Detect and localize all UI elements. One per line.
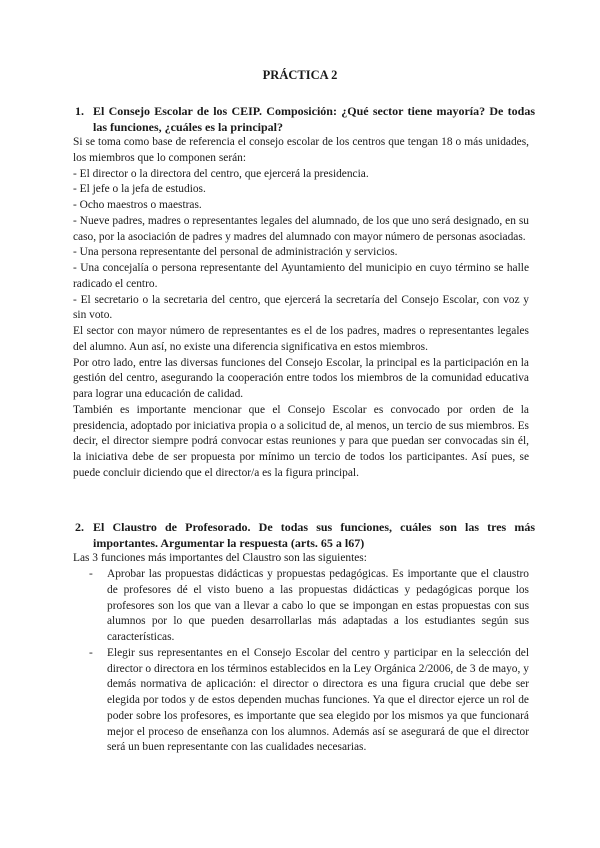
bullet-dash: - bbox=[89, 646, 93, 659]
member-line: - Una persona representante del personal de administración y servicios. bbox=[73, 246, 398, 259]
section-2-heading-text: El Claustro de Profesorado. De todas sus funciones, cuáles son las tres más importantes. Argumentar la respuesta (arts. 65 a l67) bbox=[93, 520, 535, 550]
section-1-number: 1. bbox=[75, 104, 84, 118]
paragraph: El sector con mayor número de representantes es el de los padres, madres o representantes legales del alumno. Aun así, no existe una diferencia significativa en estos miembros. bbox=[73, 325, 529, 353]
section-2-number: 2. bbox=[75, 520, 84, 534]
page-title: PRÁCTICA 2 bbox=[262, 68, 338, 82]
member-line: - Una concejalía o persona representante del Ayuntamiento del municipio en cuyo término se halle radicado el centro. bbox=[73, 262, 529, 290]
paragraph: Las 3 funciones más importantes del Claustro son las siguientes: bbox=[73, 552, 367, 564]
member-line: - El secretario o la secretaria del centro, que ejercerá la secretaría del Consejo Escolar, con voz y sin voto. bbox=[73, 293, 529, 322]
list-item-text: Elegir sus representantes en el Consejo Escolar del centro y participar en la selección del director o directora en los términos establecidos en la Ley Orgánica 2/2006, de 3 de mayo, y demás normativa de aplicación: el director o directora es una figura crucial que debe ser elegida por todos y de estos dependen muchas funciones. Ya que el director ejerce un rol de poder sobre los profesores, es importante que sea elegido por los mismos ya que funcionará mejor el proceso de enseñanza con los alumnos. Además así se asegurará de que el director será un buen representante con las cualidades necesarias. bbox=[107, 646, 529, 754]
list-item bbox=[89, 567, 529, 646]
list-item bbox=[89, 646, 529, 756]
section-1-heading bbox=[75, 104, 535, 135]
section-2-intro bbox=[73, 551, 529, 567]
member-line: - El jefe o la jefa de estudios. bbox=[73, 183, 206, 196]
member-line: - Nueve padres, madres o representantes legales del alumnado, de los que uno será designado, en su caso, por la asociación de padres y madres del alumnado con mayor número de personas asociadas. bbox=[73, 214, 529, 243]
list-item-text: Aprobar las propuestas didácticas y propuestas pedagógicas. Es importante que el claustro de profesores dé el visto bueno a las propuestas didácticas y pedagógicas porque los profesores son los que van a llevar a cabo lo que se impongan en estas propuestas con sus alumnos por lo que pueden desarrollarlas más adaptadas a los estudiantes según sus características. bbox=[107, 568, 529, 643]
member-line: - El director o la directora del centro, que ejercerá la presidencia. bbox=[73, 167, 369, 180]
paragraph: También es importante mencionar que el Consejo Escolar es convocado por orden de la presidencia, adoptado por iniciativa propia o a solicitud de, al menos, un tercio de sus miembros. Es decir, el director siempre podrá convocar estas reuniones y para que puedan ser convocadas sin él, la iniciativa debe de ser propuesta por mínimo un tercio de todos los participantes. Así pues, se puede concluir diciendo que el director/a es la figura principal. bbox=[73, 403, 529, 479]
section-1-heading-text: El Consejo Escolar de los CEIP. Composición: ¿Qué sector tiene mayoría? De todas las funciones, ¿cuáles es la principal? bbox=[93, 104, 535, 134]
section-2-heading bbox=[75, 520, 535, 551]
section-1-body bbox=[73, 135, 529, 482]
paragraph: Por otro lado, entre las diversas funciones del Consejo Escolar, la principal es la participación en la gestión del centro, asegurando la cooperación entre todos los miembros de la comunidad educativa para lograr una educación de calidad. bbox=[73, 356, 529, 400]
member-line: - Ocho maestros o maestras. bbox=[73, 199, 202, 211]
bullet-dash: - bbox=[89, 568, 93, 580]
paragraph: Si se toma como base de referencia el consejo escolar de los centros que tengan 18 o más unidades, los miembros que lo componen serán: bbox=[73, 136, 529, 164]
section-2-list bbox=[89, 567, 529, 756]
